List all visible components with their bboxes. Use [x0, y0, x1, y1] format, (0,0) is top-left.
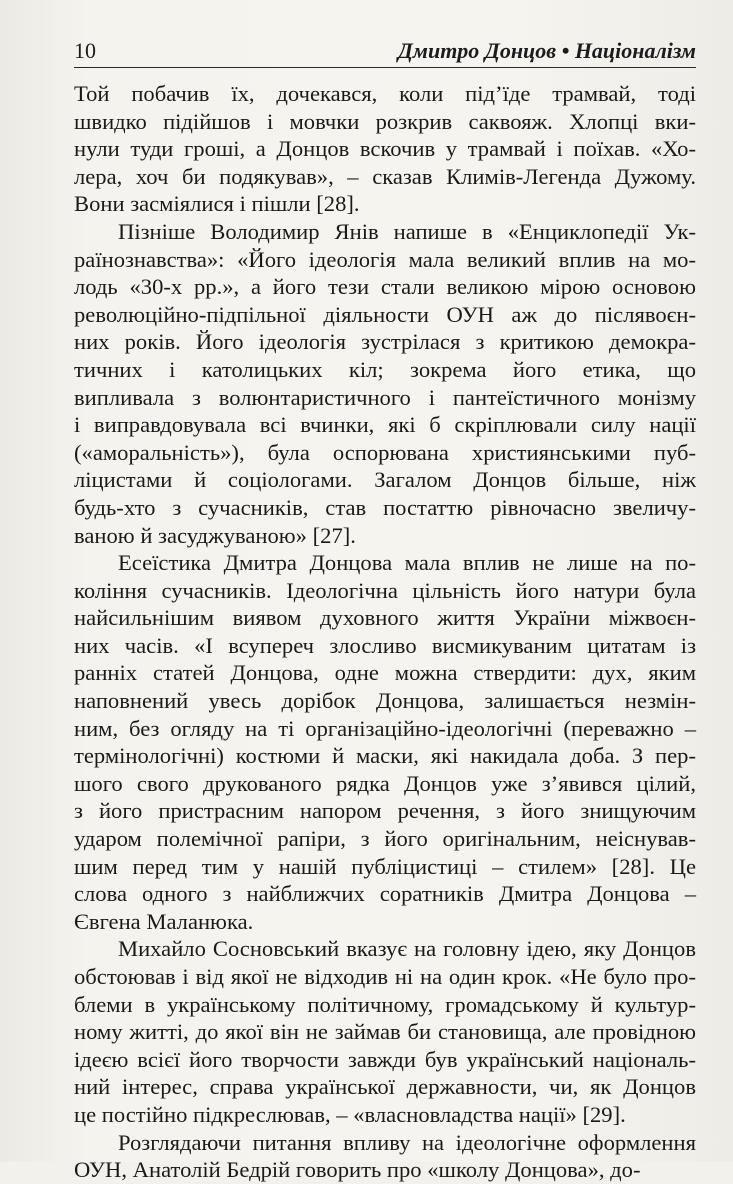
text-line: наповнений увесь дорібок Донцова, залишається незмін-: [74, 688, 696, 714]
text-line: тичних і католицьких кіл; зокрема його етика, що: [74, 356, 696, 382]
text-line: слова одного з найближчих соратників Дмитра Донцова –: [74, 881, 696, 907]
header-rule: [74, 67, 696, 68]
text-line: випливала з волюнтаристичного і пантеїстичного монізму: [74, 384, 696, 410]
paragraph: [74, 80, 696, 218]
text-line: лодь «30-х рр.», а його тези стали великою мірою основою: [74, 274, 696, 300]
page-number: 10: [74, 38, 96, 63]
text-line: ваною й засуджуваною» [27].: [74, 522, 356, 548]
text-line: ним, без огляду на ті організаційно-ідеологічні (переважно –: [74, 715, 696, 741]
text-line: ліцистами й соціологами. Загалом Донцов більше, ніж: [74, 467, 696, 493]
text-line: Вони засміялися і пішли [28].: [74, 191, 360, 217]
text-line: будь-хто з сучасників, став постаттю рівночасно звеличу-: [74, 494, 696, 520]
text-line: Євгена Маланюка.: [74, 908, 254, 934]
text-line: коління сучасників. Ідеологічна цільність його натури була: [74, 577, 696, 603]
text-line: лера, хоч би подякував», – сказав Климів-Легенда Дужому.: [74, 163, 696, 189]
text-line: ударом полемічної рапіри, з його оригінальним, неіснував-: [74, 826, 696, 852]
text-line: («аморальність»), була оспорювана християнськими пуб-: [74, 439, 696, 465]
text-line: термінологічні) костюми й маски, які накидала доба. З пер-: [74, 743, 696, 769]
text-line: і виправдовувала всі вчинки, які б скріплювали силу нації: [74, 412, 696, 438]
text-line: ідеєю всієї його творчости завжди був український національ-: [74, 1046, 696, 1072]
text-line: них часів. «І всупереч злосливо висмикуваним цитатам із: [74, 632, 696, 658]
running-title: Дмитро Донцов • Націоналізм: [397, 38, 696, 63]
page-header: [74, 36, 696, 70]
text-line: них років. Його ідеологія зустрілася з критикою демокра-: [74, 329, 696, 355]
text-line: ному житті, до якої він не займав би становища, але провідною: [74, 1019, 696, 1045]
text-line: Той побачив їх, дочекався, коли під’їде трамвай, тоді: [74, 81, 696, 106]
text-line: обстоював і від якої не відходив ні на один крок. «Не було про-: [74, 964, 696, 989]
text-line: Пізніше Володимир Янів напише в «Енциклопедії Ук-: [118, 218, 696, 244]
text-line: з його пристрасним напором речення, з його знищуючим: [74, 798, 696, 824]
text-line: шого свого друкованого рядка Донцов уже з’явився цілий,: [74, 770, 696, 796]
text-line: це постійно підкреслював, – «власновладства нації» [29].: [74, 1101, 626, 1127]
text-line: Михайло Сосновський вказує на головну ідею, яку Донцов: [118, 936, 696, 962]
paragraph: [74, 549, 696, 935]
text-line: шим перед тим у нашій публіцистиці – стилем» [28]. Це: [74, 853, 696, 879]
text-line: ОУН, Анатолій Бедрій говорить про «школу Донцова», до-: [74, 1157, 641, 1183]
text-line: Розглядаючи питання впливу на ідеологічне оформлення: [118, 1129, 696, 1155]
text-line: блеми в українському політичному, громадському й культур-: [74, 991, 696, 1017]
text-line: революційно-підпільної діяльности ОУН аж до післявоєн-: [74, 301, 696, 327]
text-line: ранніх статей Донцова, одне можна ствердити: дух, яким: [74, 660, 696, 686]
paragraph: [74, 1129, 696, 1184]
paragraph: [74, 935, 696, 1128]
text-line: раїнознавства»: «Його ідеологія мала великий вплив на мо-: [74, 246, 696, 272]
text-line: ний інтерес, справа української державности, чи, як Донцов: [74, 1074, 696, 1100]
text-line: нули туди гроші, а Донцов вскочив у трамвай і поїхав. «Хо-: [74, 136, 696, 162]
text-line: Есеїстика Дмитра Донцова мала вплив не лише на по-: [118, 550, 696, 576]
text-line: найсильнішим виявом духовного життя України міжвоєн-: [74, 605, 696, 631]
body-text: [74, 80, 696, 1184]
text-line: швидко підійшов і мовчки розкрив саквояж. Хлопці вки-: [74, 108, 696, 134]
paragraph: [74, 218, 696, 549]
